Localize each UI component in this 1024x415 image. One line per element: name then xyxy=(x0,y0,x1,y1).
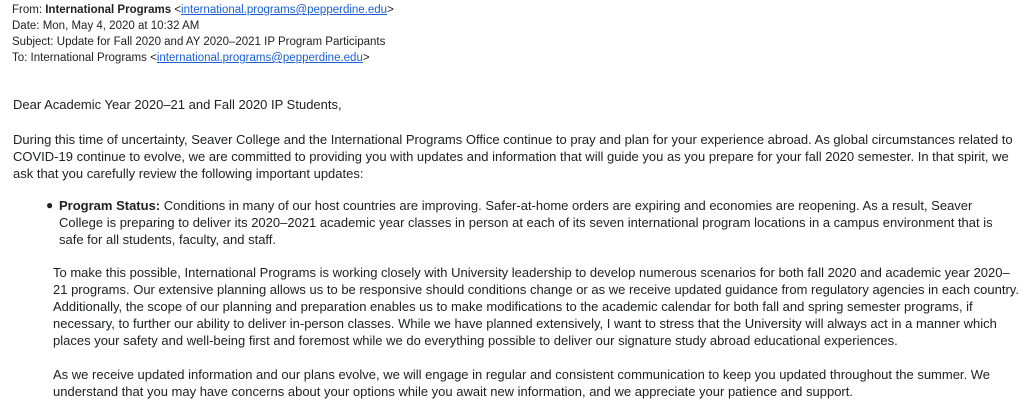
subject-value: Update for Fall 2020 and AY 2020–2021 IP Program Participants xyxy=(56,36,386,48)
from-row: From: International Programs <international.programs@pepperdine.edu> xyxy=(12,4,394,16)
to-row: To: International Programs <international.programs@pepperdine.edu> xyxy=(12,52,370,64)
greeting: Dear Academic Year 2020–21 and Fall 2020 IP Students, xyxy=(13,97,342,112)
indented-section xyxy=(13,264,1019,400)
from-label: From: xyxy=(12,4,43,16)
planning-paragraph: To make this possible, International Programs is working closely with University leadership to develop numerous scenarios for both fall 2020 and academic year 2020–21 programs. Our extensive planning allows us to be responsive should conditions change or as we receive updated guidance from regulatory agencies in each country. Additionally, the scope of our planning and preparation enables us to make modifications to the academic calendar for both fall and spring semester programs, if necessary, to further our ability to deliver in-person classes. While we have planned extensively, I want to stress that the University will always act in a manner which places your safety and well-being first and foremost while we do everything possible to deliver our signature study abroad educational experiences. xyxy=(53,265,1019,348)
from-email-link[interactable]: international.programs@pepperdine.edu xyxy=(181,4,388,16)
email-header xyxy=(12,2,394,66)
subject-label: Subject: xyxy=(12,36,54,48)
bullet-icon: ● xyxy=(46,198,54,212)
email-body xyxy=(13,96,1019,400)
from-name: International Programs xyxy=(45,4,172,16)
to-email-link[interactable]: international.programs@pepperdine.edu xyxy=(156,52,363,64)
to-label: To: xyxy=(12,52,28,64)
to-name: International Programs xyxy=(30,52,147,64)
bullet-text: Conditions in many of our host countries are improving. Safer-at-home orders are expiring and economies are reopening. As a result, Seaver College is preparing to deliver its 2020–2021 academic year classes in person at each of its seven international program locations in a campus environment that is safe for all students, faculty, and staff. xyxy=(59,198,993,247)
date-value: Mon, May 4, 2020 at 10:32 AM xyxy=(42,20,200,32)
list-item xyxy=(46,197,1019,248)
communication-paragraph: As we receive updated information and our plans evolve, we will engage in regular and consistent communication to keep you updated throughout the summer. We understand that you may have concerns about your options while you await new information, and we appreciate your patience and support. xyxy=(53,367,991,399)
updates-list xyxy=(13,197,1019,248)
date-row xyxy=(12,18,394,34)
date-label: Date: xyxy=(12,20,40,32)
bullet-title: Program Status: xyxy=(59,198,161,213)
subject-row xyxy=(12,34,394,50)
intro-paragraph: During this time of uncertainty, Seaver College and the International Programs Office continue to pray and plan for your experience abroad. As global circumstances related to COVID-19 continue to evolve, we are committed to providing you with updates and information that will guide you as you prepare for your fall 2020 semester. In that spirit, we ask that you carefully review the following important updates: xyxy=(13,132,1013,181)
